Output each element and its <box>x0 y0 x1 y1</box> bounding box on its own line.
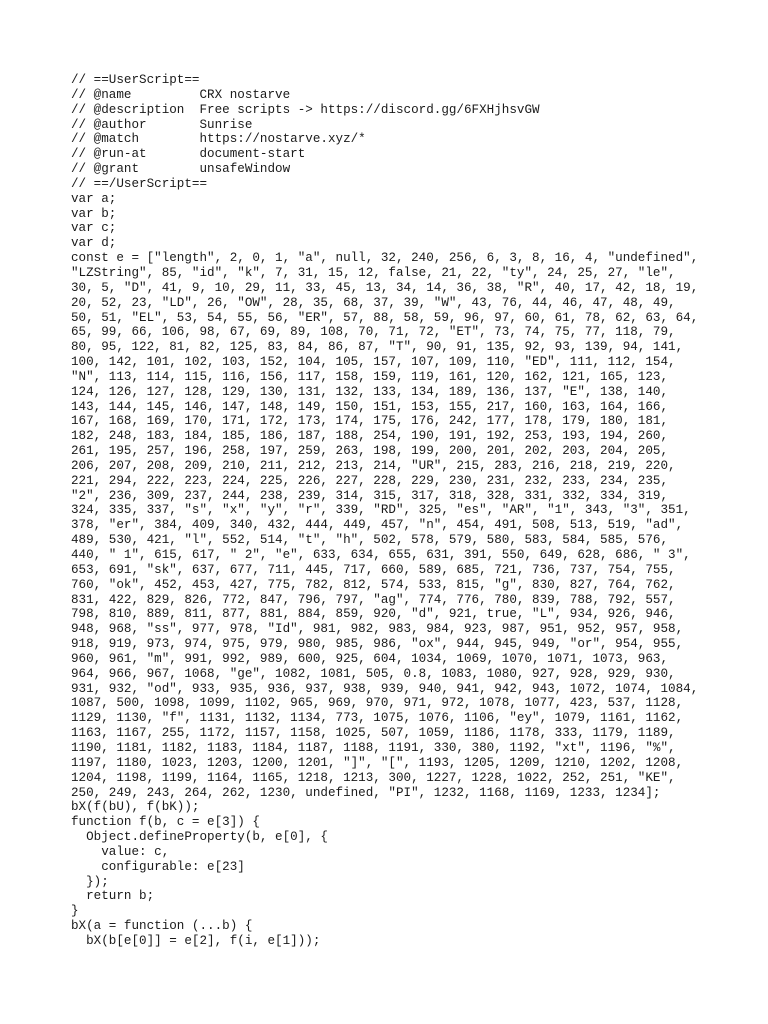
code-line: 1197, 1180, 1023, 1203, 1200, 1201, "]", "[", 1193, 1205, 1209, 1210, 1202, 1208, <box>71 755 684 770</box>
code-line: 250, 249, 243, 264, 262, 1230, undefined, "PI", 1232, 1168, 1169, 1233, 1234]; <box>71 785 661 800</box>
code-line: // @description Free scripts -> https://discord.gg/6FXHjhsvGW <box>71 102 540 117</box>
code-line: 182, 248, 183, 184, 185, 186, 187, 188, 254, 190, 191, 192, 253, 193, 194, 260, <box>71 429 669 444</box>
code-line: 798, 810, 889, 811, 877, 881, 884, 859, 920, "d", 921, true, "L", 934, 926, 946, <box>71 607 676 622</box>
code-line: var c; <box>71 221 117 236</box>
code-line: 931, 932, "od", 933, 935, 936, 937, 938, 939, 940, 941, 942, 943, 1072, 1074, 1084, <box>71 681 699 696</box>
code-line: 143, 144, 145, 146, 147, 148, 149, 150, 151, 153, 155, 217, 160, 163, 164, 166, <box>71 399 669 414</box>
code-line: 964, 966, 967, 1068, "ge", 1082, 1081, 505, 0.8, 1083, 1080, 927, 928, 929, 930, <box>71 666 676 681</box>
code-line: // @grant unsafeWindow <box>71 162 291 177</box>
code-line: 100, 142, 101, 102, 103, 152, 104, 105, 157, 107, 109, 110, "ED", 111, 112, 154, <box>71 355 676 370</box>
code-line: value: c, <box>71 844 170 859</box>
code-line: return b; <box>71 889 155 904</box>
code-document <box>71 73 761 949</box>
code-line: 918, 919, 973, 974, 975, 979, 980, 985, 986, "ox", 944, 945, 949, "or", 954, 955, <box>71 637 684 652</box>
code-line: 124, 126, 127, 128, 129, 130, 131, 132, 133, 134, 189, 136, 137, "E", 138, 140, <box>71 384 669 399</box>
code-line: var b; <box>71 206 117 221</box>
code-line: // @author Sunrise <box>71 117 253 132</box>
code-line: 167, 168, 169, 170, 171, 172, 173, 174, 175, 176, 242, 177, 178, 179, 180, 181, <box>71 414 669 429</box>
code-line: 760, "ok", 452, 453, 427, 775, 782, 812, 574, 533, 815, "g", 830, 827, 764, 762, <box>71 577 676 592</box>
code-line: // @name CRX nostarve <box>71 87 291 102</box>
code-line: // @match https://nostarve.xyz/* <box>71 132 366 147</box>
code-line: "2", 236, 309, 237, 244, 238, 239, 314, 315, 317, 318, 328, 331, 332, 334, 319, <box>71 488 669 503</box>
code-line: "LZString", 85, "id", "k", 7, 31, 15, 12, false, 21, 22, "ty", 24, 25, 27, "le", <box>71 265 676 280</box>
code-line: 948, 968, "ss", 977, 978, "Id", 981, 982, 983, 984, 923, 987, 951, 952, 957, 958, <box>71 622 684 637</box>
code-line: 20, 52, 23, "LD", 26, "OW", 28, 35, 68, 37, 39, "W", 43, 76, 44, 46, 47, 48, 49, <box>71 295 676 310</box>
code-line: configurable: e[23] <box>71 859 245 874</box>
code-line: Object.defineProperty(b, e[0], { <box>71 830 328 845</box>
code-line: 65, 99, 66, 106, 98, 67, 69, 89, 108, 70, 71, 72, "ET", 73, 74, 75, 77, 118, 79, <box>71 325 676 340</box>
code-line: // ==/UserScript== <box>71 176 208 191</box>
code-line: bX(a = function (...b) { <box>71 919 253 934</box>
code-line: var d; <box>71 236 117 251</box>
code-line: 378, "er", 384, 409, 340, 432, 444, 449, 457, "n", 454, 491, 508, 513, 519, "ad", <box>71 518 684 533</box>
code-line: // ==UserScript== <box>71 73 200 87</box>
code-line: 206, 207, 208, 209, 210, 211, 212, 213, 214, "UR", 215, 283, 216, 218, 219, 220, <box>71 458 676 473</box>
code-line: 261, 195, 257, 196, 258, 197, 259, 263, 198, 199, 200, 201, 202, 203, 204, 205, <box>71 444 669 459</box>
code-line: 831, 422, 829, 826, 772, 847, 796, 797, "ag", 774, 776, 780, 839, 788, 792, 557, <box>71 592 676 607</box>
code-line: 653, 691, "sk", 637, 677, 711, 445, 717, 660, 589, 685, 721, 736, 737, 754, 755, <box>71 562 676 577</box>
code-line: 50, 51, "EL", 53, 54, 55, 56, "ER", 57, 88, 58, 59, 96, 97, 60, 61, 78, 62, 63, 64, <box>71 310 699 325</box>
code-line: 960, 961, "m", 991, 992, 989, 600, 925, 604, 1034, 1069, 1070, 1071, 1073, 963, <box>71 651 669 666</box>
code-line: "N", 113, 114, 115, 116, 156, 117, 158, 159, 119, 161, 120, 162, 121, 165, 123, <box>71 369 669 384</box>
code-line: 221, 294, 222, 223, 224, 225, 226, 227, 228, 229, 230, 231, 232, 233, 234, 235, <box>71 473 669 488</box>
code-line: } <box>71 904 79 919</box>
code-line: 324, 335, 337, "s", "x", "y", "r", 339, "RD", 325, "es", "AR", "1", 343, "3", 351, <box>71 503 691 518</box>
code-line: function f(b, c = e[3]) { <box>71 815 260 830</box>
code-line: bX(f(bU), f(bK)); <box>71 800 200 815</box>
code-line: bX(b[e[0]] = e[2], f(i, e[1])); <box>71 933 321 948</box>
code-line: 1190, 1181, 1182, 1183, 1184, 1187, 1188, 1191, 330, 380, 1192, "xt", 1196, "%", <box>71 740 676 755</box>
code-line: 80, 95, 122, 81, 82, 125, 83, 84, 86, 87, "T", 90, 91, 135, 92, 93, 139, 94, 141, <box>71 340 684 355</box>
code-line: 30, 5, "D", 41, 9, 10, 29, 11, 33, 45, 13, 34, 14, 36, 38, "R", 40, 17, 42, 18, 19, <box>71 280 699 295</box>
code-line: var a; <box>71 191 117 206</box>
code-line: 440, " 1", 615, 617, " 2", "e", 633, 634, 655, 631, 391, 550, 649, 628, 686, " 3", <box>71 548 691 562</box>
code-line: 489, 530, 421, "l", 552, 514, "t", "h", 502, 578, 579, 580, 583, 584, 585, 576, <box>71 533 669 548</box>
code-line: // @run-at document-start <box>71 147 306 162</box>
code-line: const e = ["length", 2, 0, 1, "a", null, 32, 240, 256, 6, 3, 8, 16, 4, "undefined", <box>71 251 699 266</box>
code-line: 1204, 1198, 1199, 1164, 1165, 1218, 1213, 300, 1227, 1228, 1022, 252, 251, "KE", <box>71 770 676 785</box>
code-line: 1087, 500, 1098, 1099, 1102, 965, 969, 970, 971, 972, 1078, 1077, 423, 537, 1128, <box>71 696 684 711</box>
code-line: }); <box>71 874 109 889</box>
code-line: 1129, 1130, "f", 1131, 1132, 1134, 773, 1075, 1076, 1106, "ey", 1079, 1161, 1162, <box>71 711 684 726</box>
code-line: 1163, 1167, 255, 1172, 1157, 1158, 1025, 507, 1059, 1186, 1178, 333, 1179, 1189, <box>71 726 676 741</box>
